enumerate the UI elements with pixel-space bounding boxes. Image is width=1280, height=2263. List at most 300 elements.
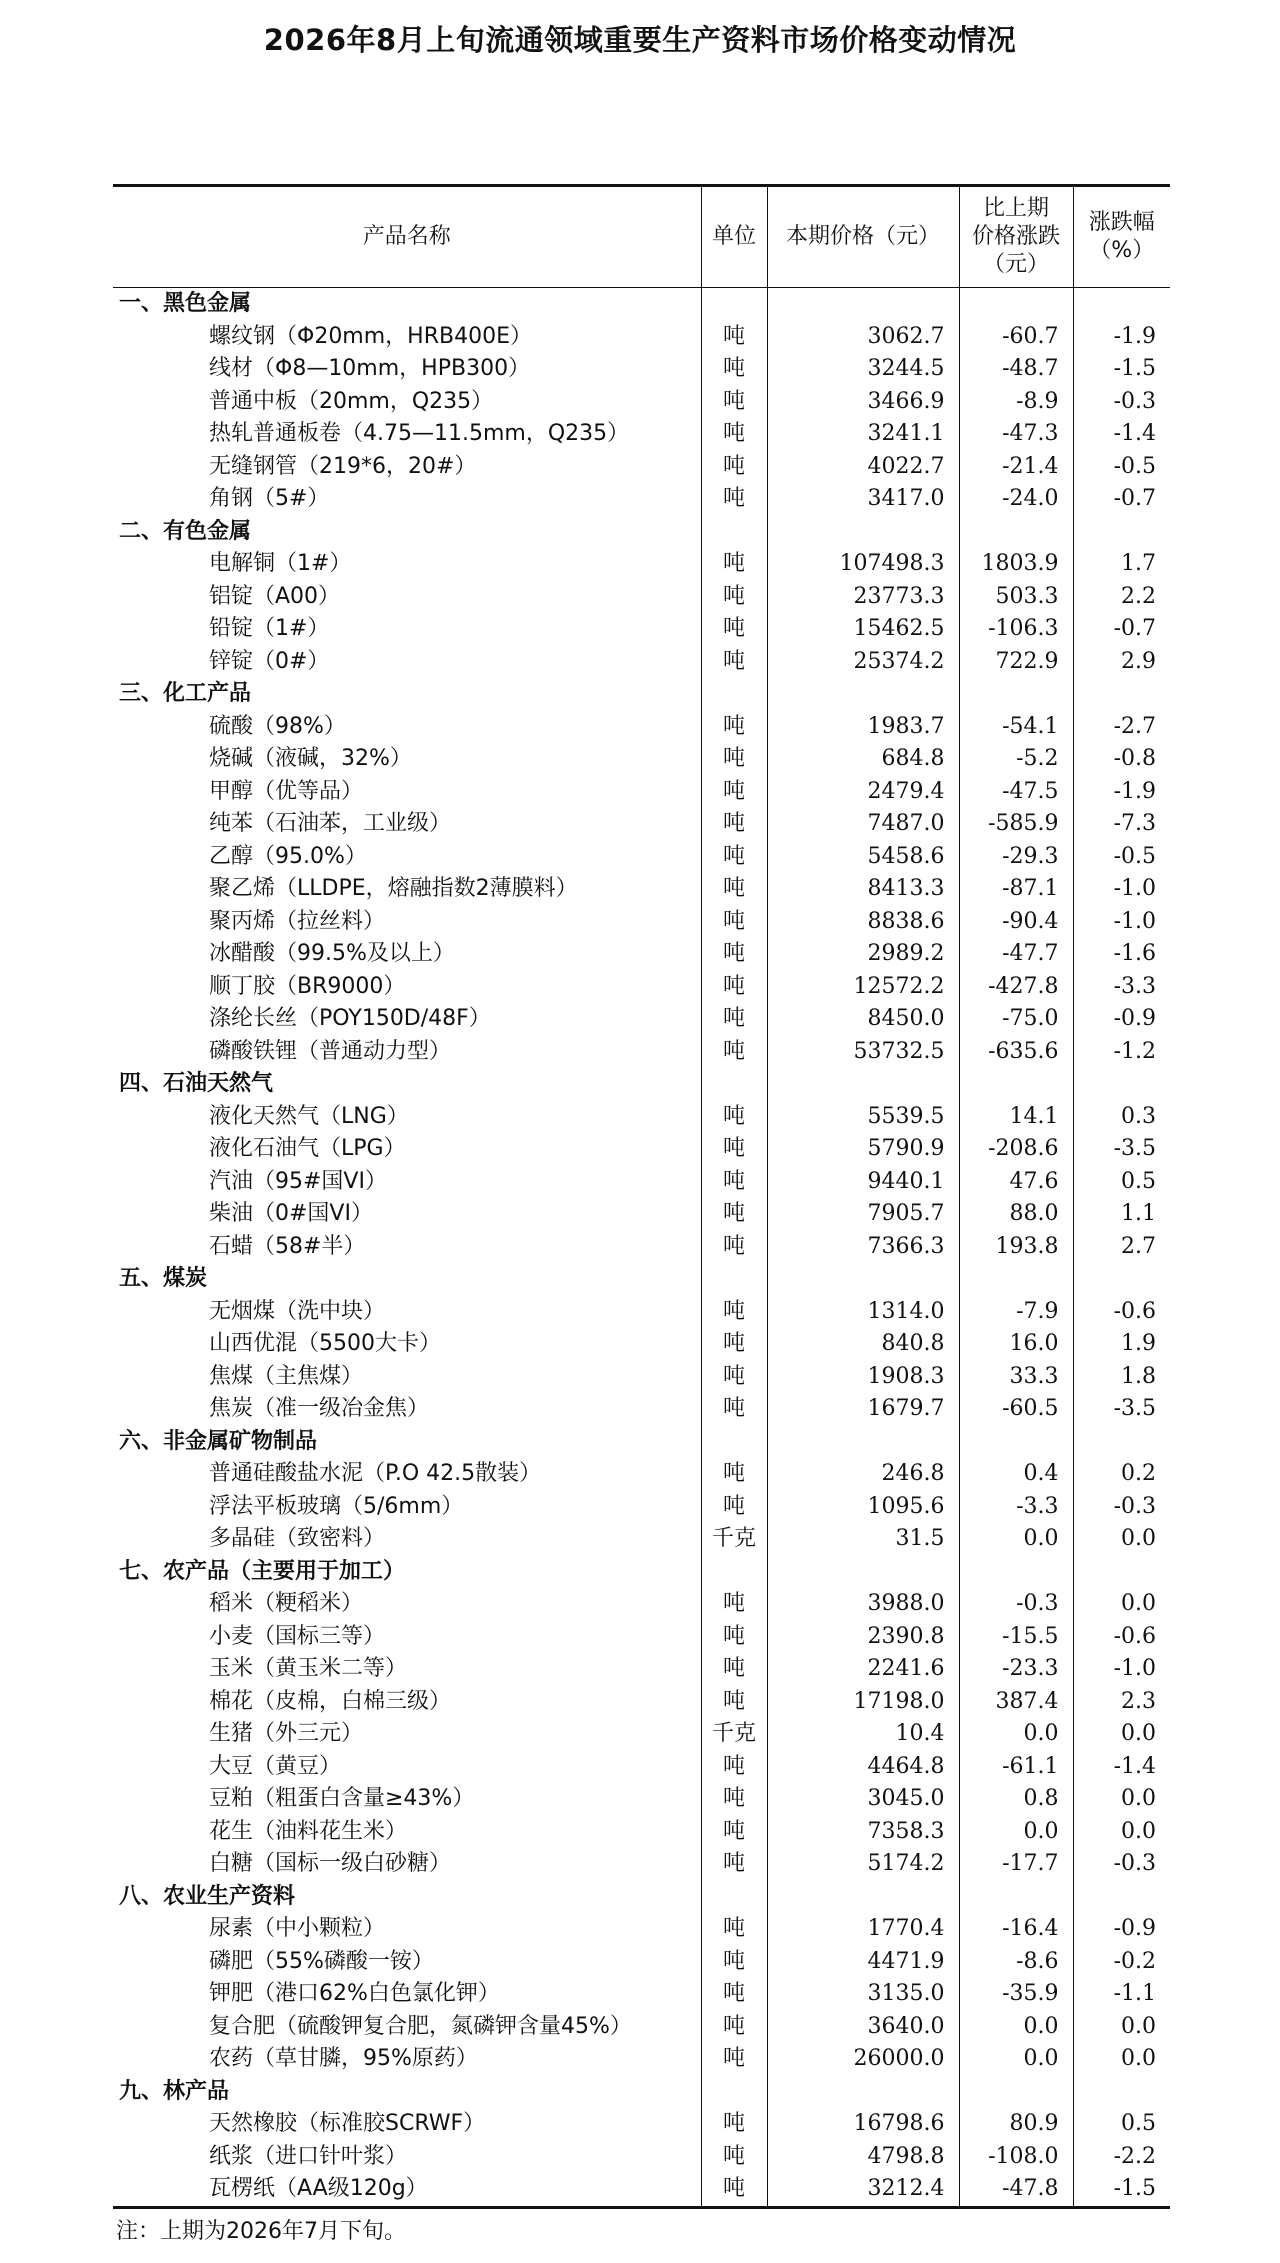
product-name-cell: 花生（油料花生米） xyxy=(209,1818,408,1844)
table-row xyxy=(113,1361,1170,1394)
pct-cell: -0.8 xyxy=(1073,743,1170,776)
table-row xyxy=(113,1328,1170,1361)
unit-cell: 吨 xyxy=(701,353,767,386)
price-cell: 107498.3 xyxy=(767,548,959,581)
price-cell: 3062.7 xyxy=(767,321,959,354)
unit-cell: 吨 xyxy=(701,711,767,744)
header-change-line3: （元） xyxy=(982,252,1049,277)
product-name-cell: 角钢（5#） xyxy=(209,486,330,511)
price-cell: 3466.9 xyxy=(767,386,959,419)
price-cell: 2989.2 xyxy=(767,938,959,971)
empty-cell xyxy=(959,1556,1073,1589)
empty-cell xyxy=(1073,1556,1170,1589)
price-cell: 26000.0 xyxy=(767,2043,959,2076)
table-row xyxy=(113,1621,1170,1654)
change-cell: -29.3 xyxy=(959,841,1073,874)
category-row xyxy=(113,288,1170,321)
table-row xyxy=(113,1978,1170,2011)
product-name-cell: 涤纶长丝（POY150D/48F） xyxy=(209,1006,491,1031)
product-name-cell: 纸浆（进口针叶浆） xyxy=(209,2143,408,2169)
category-row xyxy=(113,678,1170,711)
price-cell: 10.4 xyxy=(767,1718,959,1751)
product-name-cell: 普通硅酸盐水泥（P.O 42.5散装） xyxy=(209,1461,542,1486)
header-pct-line1: 涨跌幅 xyxy=(1088,210,1155,235)
change-cell: -8.6 xyxy=(959,1946,1073,1979)
header-unit: 单位 xyxy=(701,186,767,288)
unit-cell: 吨 xyxy=(701,321,767,354)
pct-cell: 2.9 xyxy=(1073,646,1170,679)
empty-cell xyxy=(767,1426,959,1459)
unit-cell: 吨 xyxy=(701,2108,767,2141)
category-row xyxy=(113,1263,1170,1296)
table-row xyxy=(113,1913,1170,1946)
table-row xyxy=(113,2141,1170,2174)
product-name-cell: 石蜡（58#半） xyxy=(209,1233,366,1259)
product-name-cell: 棉花（皮棉，白棉三级） xyxy=(209,1688,452,1714)
empty-cell xyxy=(959,1426,1073,1459)
change-cell: 193.8 xyxy=(959,1231,1073,1264)
table-row xyxy=(113,1003,1170,1036)
unit-cell: 吨 xyxy=(701,1296,767,1329)
product-name-cell: 天然橡胶（标准胶SCRWF） xyxy=(209,2111,486,2136)
product-name-cell: 硫酸（98%） xyxy=(209,713,346,739)
footnote: 注：上期为2026年7月下旬。 xyxy=(116,2219,406,2244)
price-cell: 246.8 xyxy=(767,1458,959,1491)
table-row xyxy=(113,971,1170,1004)
change-cell: -108.0 xyxy=(959,2141,1073,2174)
price-cell: 7366.3 xyxy=(767,1231,959,1264)
price-cell: 840.8 xyxy=(767,1328,959,1361)
change-cell: 47.6 xyxy=(959,1166,1073,1199)
empty-cell xyxy=(1073,678,1170,711)
empty-cell xyxy=(767,1263,959,1296)
empty-cell xyxy=(959,1068,1073,1101)
product-name-cell: 聚乙烯（LLDPE，熔融指数2薄膜料） xyxy=(209,876,578,901)
empty-cell xyxy=(959,516,1073,549)
table-row xyxy=(113,613,1170,646)
empty-cell xyxy=(701,2076,767,2109)
price-cell: 1983.7 xyxy=(767,711,959,744)
empty-cell xyxy=(767,288,959,321)
empty-cell xyxy=(1073,516,1170,549)
product-name-cell: 铅锭（1#） xyxy=(209,616,330,641)
change-cell: -106.3 xyxy=(959,613,1073,646)
table-row xyxy=(113,1523,1170,1556)
table-row xyxy=(113,1133,1170,1166)
product-name-cell: 白糖（国标一级白砂糖） xyxy=(209,1851,452,1876)
product-name-cell: 乙醇（95.0%） xyxy=(209,843,367,869)
empty-cell xyxy=(1073,1068,1170,1101)
pct-cell: -2.2 xyxy=(1073,2141,1170,2174)
price-cell: 3212.4 xyxy=(767,2173,959,2207)
table-row xyxy=(113,1946,1170,1979)
unit-cell: 吨 xyxy=(701,808,767,841)
pct-cell: -1.0 xyxy=(1073,906,1170,939)
unit-cell: 吨 xyxy=(701,418,767,451)
product-name-cell: 钾肥（港口62%白色氯化钾） xyxy=(209,1981,500,2006)
pct-cell: -1.5 xyxy=(1073,353,1170,386)
pct-cell: -0.6 xyxy=(1073,1621,1170,1654)
change-cell: -90.4 xyxy=(959,906,1073,939)
category-row xyxy=(113,1881,1170,1914)
change-cell: -54.1 xyxy=(959,711,1073,744)
price-cell: 5790.9 xyxy=(767,1133,959,1166)
empty-cell xyxy=(767,1881,959,1914)
empty-cell xyxy=(1073,1426,1170,1459)
header-price: 本期价格（元） xyxy=(767,186,959,288)
product-name-cell: 柴油（0#国VI） xyxy=(209,1201,373,1226)
unit-cell: 吨 xyxy=(701,2043,767,2076)
table-row xyxy=(113,1458,1170,1491)
empty-cell xyxy=(701,1881,767,1914)
price-cell: 8450.0 xyxy=(767,1003,959,1036)
price-cell: 1770.4 xyxy=(767,1913,959,1946)
product-name-cell: 线材（Φ8—10mm，HPB300） xyxy=(209,356,531,381)
price-cell: 25374.2 xyxy=(767,646,959,679)
product-name-cell: 瓦楞纸（AA级120g） xyxy=(113,2173,701,2207)
header-change xyxy=(959,186,1073,288)
pct-cell: -0.3 xyxy=(1073,386,1170,419)
pct-cell: -0.9 xyxy=(1073,1913,1170,1946)
unit-cell: 吨 xyxy=(701,1361,767,1394)
table-row xyxy=(113,808,1170,841)
unit-cell: 吨 xyxy=(701,451,767,484)
product-name-cell: 复合肥（硫酸钾复合肥，氮磷钾含量45%） xyxy=(209,2013,632,2039)
product-name-cell: 小麦（国标三等） xyxy=(209,1623,386,1649)
empty-cell xyxy=(767,678,959,711)
price-cell: 5174.2 xyxy=(767,1848,959,1881)
pct-cell: 0.5 xyxy=(1073,2108,1170,2141)
change-cell: -47.7 xyxy=(959,938,1073,971)
product-name-cell: 无烟煤（洗中块） xyxy=(209,1298,386,1324)
pct-cell: 0.0 xyxy=(1073,1588,1170,1621)
unit-cell: 吨 xyxy=(701,1491,767,1524)
product-name-cell: 生猪（外三元） xyxy=(209,1721,364,1746)
pct-cell: -3.5 xyxy=(1073,1133,1170,1166)
change-cell: -3.3 xyxy=(959,1491,1073,1524)
empty-cell xyxy=(959,678,1073,711)
unit-cell: 吨 xyxy=(701,646,767,679)
price-cell: 7487.0 xyxy=(767,808,959,841)
table-row xyxy=(113,1783,1170,1816)
change-cell: -60.7 xyxy=(959,321,1073,354)
unit-cell: 吨 xyxy=(701,1393,767,1426)
price-cell: 3417.0 xyxy=(767,483,959,516)
product-name-cell: 尿素（中小颗粒） xyxy=(209,1916,386,1941)
pct-cell: 1.7 xyxy=(1073,548,1170,581)
pct-cell: -0.2 xyxy=(1073,1946,1170,1979)
change-cell: -60.5 xyxy=(959,1393,1073,1426)
change-cell: 0.0 xyxy=(959,1523,1073,1556)
category-label: 五、煤炭 xyxy=(119,1266,208,1291)
pct-cell: 0.0 xyxy=(1073,1523,1170,1556)
price-table xyxy=(113,184,1170,2209)
pct-cell: -1.4 xyxy=(1073,1751,1170,1784)
pct-cell: 1.9 xyxy=(1073,1328,1170,1361)
change-cell: -48.7 xyxy=(959,353,1073,386)
table-row xyxy=(113,353,1170,386)
table-row xyxy=(113,2108,1170,2141)
empty-cell xyxy=(767,2076,959,2109)
pct-cell: -1.5 xyxy=(1073,2173,1170,2207)
pct-cell: 0.0 xyxy=(1073,2011,1170,2044)
change-cell: 503.3 xyxy=(959,581,1073,614)
category-label: 二、有色金属 xyxy=(119,518,252,544)
price-cell: 3241.1 xyxy=(767,418,959,451)
price-cell: 3135.0 xyxy=(767,1978,959,2011)
pct-cell: -0.3 xyxy=(1073,1491,1170,1524)
product-name-cell: 焦煤（主焦煤） xyxy=(209,1363,364,1389)
table-row xyxy=(113,2173,1170,2207)
table-body xyxy=(113,288,1170,2208)
price-cell: 1679.7 xyxy=(767,1393,959,1426)
change-cell: -47.8 xyxy=(959,2173,1073,2207)
change-cell: 1803.9 xyxy=(959,548,1073,581)
pct-cell: -0.6 xyxy=(1073,1296,1170,1329)
change-cell: -427.8 xyxy=(959,971,1073,1004)
change-cell: 0.8 xyxy=(959,1783,1073,1816)
product-name-cell: 纯苯（石油苯，工业级） xyxy=(209,811,452,836)
price-cell: 15462.5 xyxy=(767,613,959,646)
table-row xyxy=(113,1751,1170,1784)
table-row xyxy=(113,776,1170,809)
change-cell: 0.0 xyxy=(959,1816,1073,1849)
category-label: 一、黑色金属 xyxy=(119,291,252,316)
category-label: 七、农产品（主要用于加工） xyxy=(119,1558,406,1584)
unit-cell: 吨 xyxy=(701,613,767,646)
category-label: 九、林产品 xyxy=(119,2078,230,2104)
unit-cell: 吨 xyxy=(701,1166,767,1199)
category-label: 四、石油天然气 xyxy=(119,1071,274,1096)
unit-cell: 吨 xyxy=(701,971,767,1004)
unit-cell: 吨 xyxy=(701,483,767,516)
price-cell: 1095.6 xyxy=(767,1491,959,1524)
pct-cell: -3.3 xyxy=(1073,971,1170,1004)
price-cell: 4022.7 xyxy=(767,451,959,484)
empty-cell xyxy=(701,1426,767,1459)
table-row xyxy=(113,1198,1170,1231)
unit-cell: 吨 xyxy=(701,1751,767,1784)
price-cell: 9440.1 xyxy=(767,1166,959,1199)
price-cell: 23773.3 xyxy=(767,581,959,614)
pct-cell: 0.0 xyxy=(1073,1718,1170,1751)
unit-cell: 吨 xyxy=(701,2173,767,2207)
product-name-cell: 浮法平板玻璃（5/6mm） xyxy=(209,1493,464,1519)
page-title: 2026年8月上旬流通领域重要生产资料市场价格变动情况 xyxy=(263,23,1017,57)
pct-cell: -1.9 xyxy=(1073,321,1170,354)
price-cell: 17198.0 xyxy=(767,1686,959,1719)
table-row xyxy=(113,581,1170,614)
product-name-cell: 铝锭（A00） xyxy=(209,583,341,609)
product-name-cell: 甲醇（优等品） xyxy=(209,778,364,804)
category-label: 八、农业生产资料 xyxy=(119,1883,296,1909)
product-name-cell: 汽油（95#国VI） xyxy=(209,1168,387,1194)
change-cell: 80.9 xyxy=(959,2108,1073,2141)
price-cell: 12572.2 xyxy=(767,971,959,1004)
change-cell: 0.4 xyxy=(959,1458,1073,1491)
header-change-line2: 价格涨跌 xyxy=(971,224,1060,249)
change-cell: -15.5 xyxy=(959,1621,1073,1654)
change-cell: 88.0 xyxy=(959,1198,1073,1231)
product-name-cell: 玉米（黄玉米二等） xyxy=(209,1656,408,1681)
pct-cell: -3.5 xyxy=(1073,1393,1170,1426)
unit-cell: 吨 xyxy=(701,1198,767,1231)
pct-cell: 0.0 xyxy=(1073,1816,1170,1849)
price-cell: 4798.8 xyxy=(767,2141,959,2174)
price-cell: 8413.3 xyxy=(767,873,959,906)
empty-cell xyxy=(1073,288,1170,321)
unit-cell: 吨 xyxy=(701,1848,767,1881)
change-cell: -75.0 xyxy=(959,1003,1073,1036)
empty-cell xyxy=(701,1263,767,1296)
pct-cell: -1.4 xyxy=(1073,418,1170,451)
unit-cell: 吨 xyxy=(701,1133,767,1166)
unit-cell: 吨 xyxy=(701,841,767,874)
product-name-cell: 普通中板（20mm，Q235） xyxy=(209,388,494,414)
unit-cell: 吨 xyxy=(701,1231,767,1264)
price-cell: 3045.0 xyxy=(767,1783,959,1816)
empty-cell xyxy=(959,2076,1073,2109)
empty-cell xyxy=(701,1068,767,1101)
unit-cell: 吨 xyxy=(701,1621,767,1654)
price-cell: 4471.9 xyxy=(767,1946,959,1979)
table-row xyxy=(113,321,1170,354)
pct-cell: -1.2 xyxy=(1073,1036,1170,1069)
pct-cell: -7.3 xyxy=(1073,808,1170,841)
empty-cell xyxy=(959,1881,1073,1914)
price-cell: 3244.5 xyxy=(767,353,959,386)
product-name-cell: 无缝钢管（219*6，20#） xyxy=(209,453,477,479)
unit-cell: 吨 xyxy=(701,776,767,809)
empty-cell xyxy=(701,516,767,549)
empty-cell xyxy=(1073,1263,1170,1296)
category-row xyxy=(113,1426,1170,1459)
table-row xyxy=(113,1101,1170,1134)
price-cell: 2241.6 xyxy=(767,1653,959,1686)
change-cell: 0.0 xyxy=(959,1718,1073,1751)
table-row xyxy=(113,646,1170,679)
table-row xyxy=(113,938,1170,971)
pct-cell: 2.2 xyxy=(1073,581,1170,614)
product-name-cell: 多晶硅（致密料） xyxy=(209,1526,386,1551)
change-cell: -21.4 xyxy=(959,451,1073,484)
unit-cell: 吨 xyxy=(701,1978,767,2011)
pct-cell: -0.3 xyxy=(1073,1848,1170,1881)
product-name-cell: 农药（草甘膦，95%原药） xyxy=(209,2046,478,2071)
unit-cell: 吨 xyxy=(701,1946,767,1979)
price-cell: 2479.4 xyxy=(767,776,959,809)
change-cell: -8.9 xyxy=(959,386,1073,419)
unit-cell: 吨 xyxy=(701,873,767,906)
change-cell: -5.2 xyxy=(959,743,1073,776)
unit-cell: 吨 xyxy=(701,386,767,419)
unit-cell: 吨 xyxy=(701,581,767,614)
change-cell: 16.0 xyxy=(959,1328,1073,1361)
price-cell: 53732.5 xyxy=(767,1036,959,1069)
product-name-cell: 焦炭（准一级冶金焦） xyxy=(209,1396,430,1421)
table-row xyxy=(113,1393,1170,1426)
change-cell: -47.3 xyxy=(959,418,1073,451)
product-name-cell: 稻米（粳稻米） xyxy=(209,1591,364,1616)
table-row xyxy=(113,1653,1170,1686)
product-name-cell: 磷肥（55%磷酸一铵） xyxy=(209,1948,434,1974)
product-name-cell: 电解铜（1#） xyxy=(209,551,352,576)
pct-cell: -1.6 xyxy=(1073,938,1170,971)
product-name-cell: 豆粕（粗蛋白含量≥43%） xyxy=(209,1786,475,1811)
pct-cell: 0.2 xyxy=(1073,1458,1170,1491)
pct-cell: -0.7 xyxy=(1073,613,1170,646)
change-cell: -0.3 xyxy=(959,1588,1073,1621)
empty-cell xyxy=(767,516,959,549)
empty-cell xyxy=(1073,2076,1170,2109)
change-cell: -585.9 xyxy=(959,808,1073,841)
empty-cell xyxy=(959,1263,1073,1296)
product-name-cell: 锌锭（0#） xyxy=(209,648,330,674)
empty-cell xyxy=(701,1556,767,1589)
empty-cell xyxy=(767,1068,959,1101)
pct-cell: 0.5 xyxy=(1073,1166,1170,1199)
empty-cell xyxy=(959,288,1073,321)
table-header-row xyxy=(113,186,1170,288)
unit-cell: 吨 xyxy=(701,1913,767,1946)
empty-cell xyxy=(1073,1881,1170,1914)
table-row xyxy=(113,1036,1170,1069)
change-cell: -24.0 xyxy=(959,483,1073,516)
header-pct-line2: （%） xyxy=(1089,238,1155,263)
header-change-line1: 比上期 xyxy=(982,196,1049,221)
category-row xyxy=(113,1556,1170,1589)
change-cell: -35.9 xyxy=(959,1978,1073,2011)
unit-cell: 吨 xyxy=(701,1588,767,1621)
pct-cell: -0.5 xyxy=(1073,451,1170,484)
price-cell: 8838.6 xyxy=(767,906,959,939)
unit-cell: 吨 xyxy=(701,938,767,971)
table-row xyxy=(113,1231,1170,1264)
pct-cell: 0.0 xyxy=(1073,1783,1170,1816)
price-cell: 3640.0 xyxy=(767,2011,959,2044)
unit-cell: 吨 xyxy=(701,1101,767,1134)
pct-cell: -1.0 xyxy=(1073,1653,1170,1686)
table-row xyxy=(113,548,1170,581)
category-row xyxy=(113,2076,1170,2109)
pct-cell: 0.3 xyxy=(1073,1101,1170,1134)
product-name-cell: 螺纹钢（Φ20mm，HRB400E） xyxy=(209,323,532,349)
table-row xyxy=(113,1491,1170,1524)
pct-cell: -0.9 xyxy=(1073,1003,1170,1036)
table-row xyxy=(113,906,1170,939)
product-name-cell: 热轧普通板卷（4.75—11.5mm，Q235） xyxy=(209,421,630,446)
product-name-cell: 磷酸铁锂（普通动力型） xyxy=(209,1038,452,1064)
table-row xyxy=(113,841,1170,874)
pct-cell: 2.3 xyxy=(1073,1686,1170,1719)
price-cell: 16798.6 xyxy=(767,2108,959,2141)
product-name-cell: 聚丙烯（拉丝料） xyxy=(209,908,386,934)
table-row xyxy=(113,483,1170,516)
change-cell: -635.6 xyxy=(959,1036,1073,1069)
pct-cell: 2.7 xyxy=(1073,1231,1170,1264)
pct-cell: -0.5 xyxy=(1073,841,1170,874)
product-name-cell: 山西优混（5500大卡） xyxy=(209,1331,441,1356)
unit-cell: 吨 xyxy=(701,1816,767,1849)
change-cell: -87.1 xyxy=(959,873,1073,906)
unit-cell: 千克 xyxy=(701,1718,767,1751)
pct-cell: -1.1 xyxy=(1073,1978,1170,2011)
table-row xyxy=(113,451,1170,484)
product-name-cell: 烧碱（液碱，32%） xyxy=(209,746,412,771)
empty-cell xyxy=(701,678,767,711)
unit-cell: 吨 xyxy=(701,1653,767,1686)
pct-cell: 1.1 xyxy=(1073,1198,1170,1231)
